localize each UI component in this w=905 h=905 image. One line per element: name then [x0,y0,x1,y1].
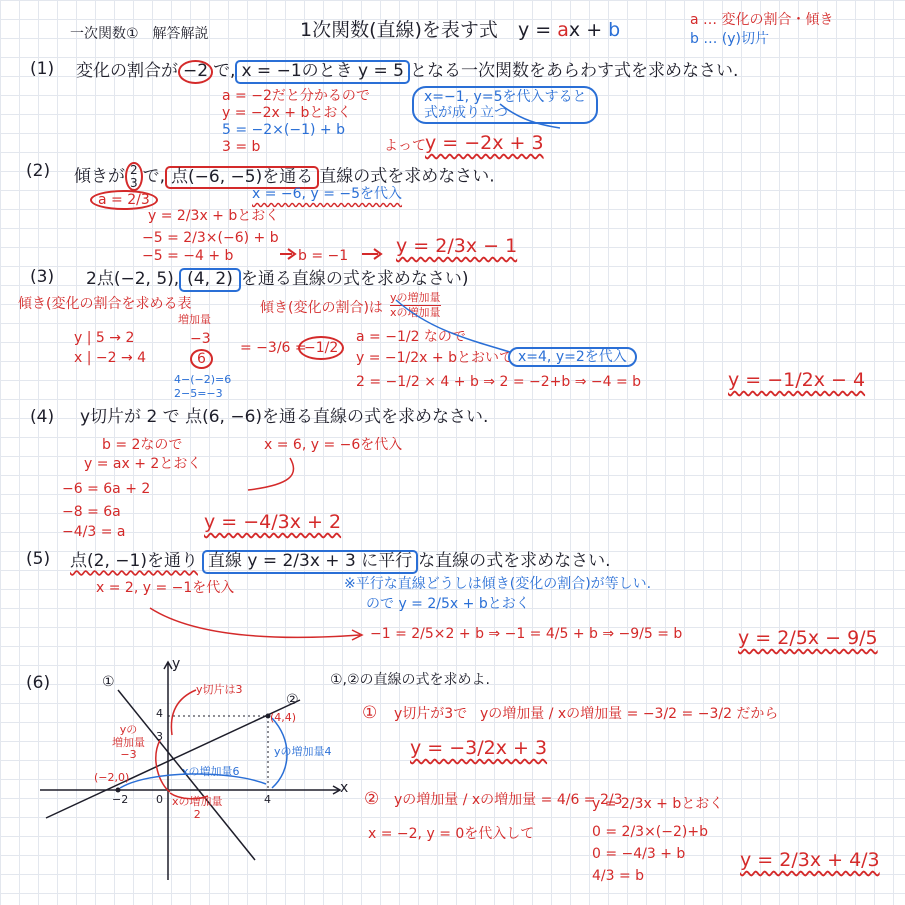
p1-q-post: となる一次関数をあらわす式を求めなさい. [409,61,739,81]
p4-work-0: b = 2なので [102,437,183,453]
legend-a: a … 変化の割合・傾き [690,12,834,28]
g-label-line1: ① [102,674,115,690]
formula-a: a [557,19,569,41]
p2-q-mid: で, [142,166,166,187]
p5-work: −1 = 2/5×2 + b ⇒ −1 = 4/5 + b ⇒ −9/5 = b [370,626,683,642]
p3-calc-2: 2−5=−3 [174,387,223,400]
p2-a-note: a = 2/3 [90,190,158,210]
p1-work-3: 5 = −2×(−1) + b [222,122,345,138]
formula-b: b [608,19,621,41]
p2-work-1: y = 2/3x + bとおく [148,208,280,224]
p2-slope-num: 2 [130,163,138,177]
p1-work-4: 3 = b [222,139,261,155]
p6-s1-answer: y = −3/2x + 3 [410,737,548,759]
p4-work-4: −4/3 = a [62,524,126,540]
p1-work-2: y = −2x + bとおく [222,105,352,121]
p1-q-cond: x = −1のとき y = 5 [235,60,410,84]
p2-substitution-note: x = −6, y = −5を代入 [252,186,403,202]
p2-answer: y = 2/3x − 1 [396,235,518,257]
p5-q-post: な直線の式を求めなさい. [418,551,611,571]
p4-number: (4) [30,407,55,427]
p5-q-pre: 点(2, −1)を通り [70,551,198,571]
g-y-increase-left: yの 増加量 −3 [112,723,145,762]
legend-b: b … (y)切片 [690,31,769,47]
g-tick-x4: 4 [264,793,271,806]
g-y-increase-4: yの増加量4 [274,745,332,758]
p1-number: (1) [30,59,55,79]
p1-substitution-note: x=−1, y=5を代入すると 式が成り立つ [412,86,598,124]
p6-s2-mark: ② [364,789,380,809]
p3-side-note: 傾き(変化の割合を求める表 [18,296,192,312]
p6-question: ①,②の直線の式を求めよ. [330,672,491,688]
p5-note-1: ※平行な直線どうしは傾き(変化の割合)が等しい. [344,576,652,592]
g-point-4-4: (4,4) [270,711,297,724]
p4-work-2: −6 = 6a + 2 [62,481,151,497]
g-x-increase-6: xの増加量6 [182,765,240,778]
p3-calc-1: 4−(−2)=6 [174,373,232,386]
p6-s1-frac: yの増加量 / xの増加量 = −3/2 = −3/2 だから [480,706,779,722]
p3-q-post: を通る直線の式を求めなさい) [240,269,469,289]
p5-substitution: x = 2, y = −1を代入 [96,580,235,596]
formula-plus: + [580,19,609,41]
p5-q-line: 直線 y = 2/3x + 3 に平行 [202,550,418,574]
p1-q-rate: −2 [178,60,213,84]
g-intercept-note: y切片は3 [196,683,243,696]
g-point-m2-0: (−2,0) [94,771,130,784]
p2-q-post: 直線の式を求めなさい. [319,166,495,187]
p2-slope-den: 3 [130,175,138,190]
p3-dx: 6 [190,349,213,369]
p3-answer: y = −1/2x − 4 [728,369,866,391]
p6-s1-mark: ① [362,703,378,723]
formula-y: y = [518,19,558,41]
formula-title: 1次関数(直線)を表す式 [300,19,498,41]
p1-so: よって [384,138,426,154]
p5-number: (5) [26,549,51,569]
p3-row-y: y | 5 → 2 [74,330,135,346]
p4-work-3: −8 = 6a [62,504,121,520]
p6-s2-work-4: 4/3 = b [592,868,645,884]
p6-s2-answer: y = 2/3x + 4/3 [740,849,880,871]
p3-row-x: x | −2 → 4 [74,350,147,366]
p2-q-pre: 傾きが [74,166,125,187]
g-tick-y4: 4 [156,707,163,720]
p3-work-2: y = −1/2x + bとおいて [356,350,513,366]
p4-question: y切片が 2 で 点(6, −6)を通る直線の式を求めなさい. [80,407,489,427]
g-x-increase-2: xの増加量 2 [172,795,223,821]
p6-s2-frac: yの増加量 / xの増加量 = 4/6 = 2/3 [394,792,623,808]
p1-work-1: a = −2だと分かるので [222,88,370,104]
g-tick-xm2: −2 [112,793,129,806]
g-tick-y3: 3 [156,730,163,743]
p3-arrow [396,300,510,352]
p5-answer: y = 2/5x − 9/5 [738,627,878,649]
p6-s2-work-2: 0 = 2/3×(−2)+b [592,824,708,840]
p4-work-1: y = ax + 2とおく [84,456,202,472]
p3-slope-note: 傾き(変化の割合)は [260,300,383,316]
p6-s2-sub: x = −2, y = 0を代入して [368,826,535,842]
p1-answer: y = −2x + 3 [425,132,544,154]
p3-frac-result: −1/2 [298,336,344,360]
p5-note-2: ので y = 2/5x + bとおく [366,596,530,612]
p3-dy: −3 [190,331,211,347]
p2-number: (2) [26,161,51,181]
p3-work-1: a = −1/2 なので [356,329,466,345]
formula-x: x [568,19,581,41]
p1-q-pre: 変化の割合が [76,61,178,81]
document-title: 一次関数① 解答解説 [70,26,209,42]
p6-s2-work-1: y = 2/3x + bとおく [592,796,724,812]
p3-q-point: (4, 2) [179,268,241,292]
p4-answer: y = −4/3x + 2 [204,511,342,533]
p6-s2-work-3: 0 = −4/3 + b [592,846,686,862]
p3-substitution: x=4, y=2を代入 [508,347,637,367]
p2-work-2: −5 = 2/3×(−6) + b [142,230,279,246]
p2-q-point: 点(−6, −5)を通る [165,166,319,190]
p2-work-3: −5 = −4 + b [142,248,234,264]
g-origin: 0 [156,793,163,806]
p2-work-4: b = −1 [298,248,349,264]
p3-work-3: 2 = −1/2 × 4 + b ⇒ 2 = −2+b ⇒ −4 = b [356,374,642,390]
p6-s1-a: y切片が3で [394,706,468,722]
p4-substitution: x = 6, y = −6を代入 [264,437,403,453]
p3-increment-label: 増加量 [178,313,211,326]
p6-number: (6) [26,673,51,693]
p3-frac-bot: xの増加量 [390,306,441,319]
p3-frac-top: yの増加量 [390,291,441,304]
g-y-axis-label: y [172,656,181,672]
p3-number: (3) [30,267,55,287]
g-label-line2: ② [286,692,299,708]
p3-frac-eq: = −3/6 = [240,340,307,356]
p3-q-pre: 2点(−2, 5), [86,269,180,289]
g-x-axis-label: x [340,780,349,796]
p1-q-mid: で, [213,61,236,81]
